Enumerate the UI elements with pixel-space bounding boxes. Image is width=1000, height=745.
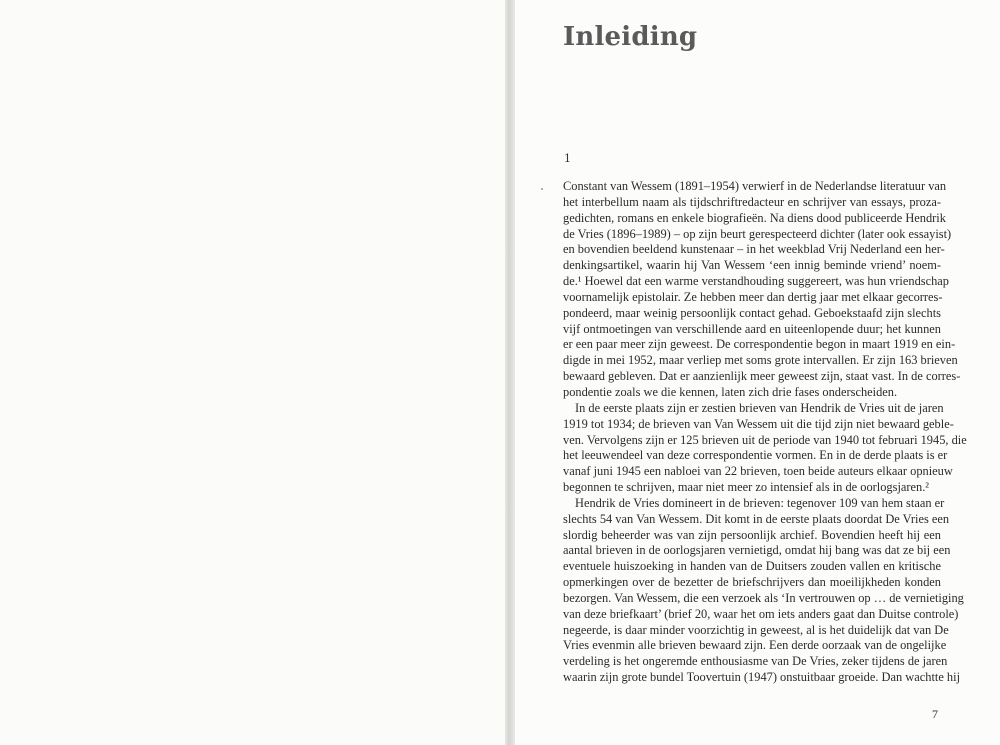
text-line: aantal brieven in de oorlogsjaren vernietigd, omdat hij bang was dat ze bij een xyxy=(563,543,951,558)
text-line: het leeuwendeel van deze correspondentie vormen. En in de derde plaats is er xyxy=(563,448,948,463)
text-line: vanaf juni 1945 een nabloei van 22 brieven, toen beide auteurs elkaar opnieuw xyxy=(563,464,953,479)
text-line: In de eerste plaats zijn er zestien brieven van Hendrik de Vries uit de jaren xyxy=(575,400,944,415)
text-line: de Vries (1896–1989) – op zijn beurt gerespecteerd dichter (later ook essayist) xyxy=(563,226,952,241)
text-line: gedichten, romans en enkele biografieën. Na diens dood publiceerde Hendrik xyxy=(563,210,946,225)
text-line: denkingsartikel, waarin hij Van Wessem ‘een innig beminde vriend’ noem- xyxy=(563,258,941,273)
text-line: het interbellum naam als tijdschriftredacteur en schrijver van essays, proza- xyxy=(563,194,941,209)
text-line: slechts 54 van Van Wessem. Dit komt in de eerste plaats doordat De Vries een xyxy=(563,511,950,526)
text-line: Vries evenmin alle brieven bewaard zijn. Een derde oorzaak van de ongelijke xyxy=(563,638,947,653)
text-line: negeerde, is daar minder voorzichtig in geweest, al is het duidelijk dat van De xyxy=(563,622,949,637)
page-number: 7 xyxy=(932,707,938,721)
text-line: bewaard gebleven. Dat er aanzienlijk meer geweest zijn, staat vast. In de corres- xyxy=(563,369,961,384)
text-line: opmerkingen over de bezetter de briefschrijvers dan moeilijkheden konden xyxy=(563,575,941,590)
text-line: waarin zijn grote bundel Toovertuin (1947) onstuitbaar groeide. Dan wachtte hij xyxy=(563,670,961,685)
text-line: eventuele huiszoeking in handen van de Duitsers zouden vallen en kritische xyxy=(563,559,941,574)
text-line: 1919 tot 1934; de brieven van Van Wessem uit die tijd zijn niet bewaard geble- xyxy=(563,416,954,431)
text-line: voornamelijk epistolair. Ze hebben meer dan dertig jaar met elkaar gecorres- xyxy=(563,289,943,304)
text-line: slordig beheerder was van zijn persoonlijk archief. Bovendien heeft hij een xyxy=(563,527,941,542)
text-line: de.¹ Hoewel dat een warme verstandhouding suggereert, was hun vriendschap xyxy=(563,274,949,289)
text-line: er een paar meer zijn geweest. De correspondentie begon in maart 1919 en ein- xyxy=(563,337,956,352)
margin-mark xyxy=(541,188,543,190)
text-line: ven. Vervolgens zijn er 125 brieven uit de periode van 1940 tot februari 1945, die xyxy=(563,432,967,447)
text-line: bezorgen. Van Wessem, die een verzoek als ‘In vertrouwen op … de vernietiging xyxy=(563,590,964,605)
chapter-title: Inleiding xyxy=(563,22,698,52)
section-number: 1 xyxy=(564,152,571,165)
text-line: en bovendien beeldend kunstenaar – in het weekblad Vrij Nederland een her- xyxy=(563,242,945,257)
text-line: begonnen te schrijven, maar niet meer zo intensief als in de oorlogsjaren.² xyxy=(563,480,930,495)
body-text xyxy=(563,179,967,686)
text-line: Hendrik de Vries domineert in de brieven: tegenover 109 van hem staan er xyxy=(575,495,945,510)
text-line: pondeerd, maar weinig persoonlijk contact gehad. Geboekstaafd zijn slechts xyxy=(563,305,941,320)
text-line: Constant van Wessem (1891–1954) verwierf in de Nederlandse literatuur van xyxy=(563,179,947,193)
text-line: pondentie zoals we die kennen, laten zich drie fases onderscheiden. xyxy=(563,384,898,399)
text-line: van deze briefkaart’ (brief 20, waar het om iets anders gaat dan Duitse controle) xyxy=(563,606,959,621)
text-line: verdeling is het ongeremde enthousiasme van De Vries, zeker tijdens de jaren xyxy=(563,654,948,669)
text-line: vijf ontmoetingen van verschillende aard en uiteenlopende duur; het kunnen xyxy=(563,321,941,336)
text-line: digde in mei 1952, maar verliep met soms grote intervallen. Er zijn 163 brieven xyxy=(563,353,958,368)
book-gutter xyxy=(505,0,515,745)
